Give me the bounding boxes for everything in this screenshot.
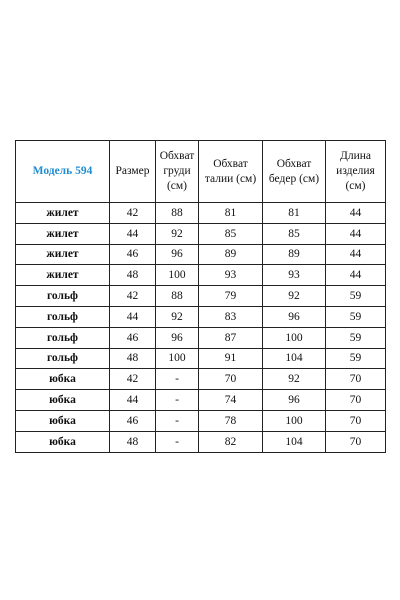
waist-cell: 89 xyxy=(199,244,263,265)
chest-cell: 100 xyxy=(156,348,199,369)
chest-cell: - xyxy=(156,410,199,431)
hips-cell: 89 xyxy=(263,244,326,265)
size-cell: 44 xyxy=(110,306,156,327)
chest-cell: - xyxy=(156,369,199,390)
header-hips: Обхват бедер (см) xyxy=(263,141,326,203)
size-cell: 46 xyxy=(110,327,156,348)
item-name-cell: юбка xyxy=(16,431,110,452)
item-name-cell: жилет xyxy=(16,265,110,286)
waist-cell: 93 xyxy=(199,265,263,286)
size-cell: 46 xyxy=(110,410,156,431)
chest-cell: 96 xyxy=(156,327,199,348)
length-cell: 70 xyxy=(326,390,386,411)
length-cell: 59 xyxy=(326,348,386,369)
chest-cell: 92 xyxy=(156,306,199,327)
item-name-cell: юбка xyxy=(16,410,110,431)
item-name-cell: жилет xyxy=(16,203,110,224)
hips-cell: 96 xyxy=(263,390,326,411)
item-name-cell: жилет xyxy=(16,223,110,244)
header-row xyxy=(16,141,386,203)
waist-cell: 91 xyxy=(199,348,263,369)
item-name-cell: гольф xyxy=(16,306,110,327)
length-cell: 59 xyxy=(326,286,386,307)
size-cell: 48 xyxy=(110,431,156,452)
waist-cell: 78 xyxy=(199,410,263,431)
header-waist: Обхват талии (см) xyxy=(199,141,263,203)
chest-cell: - xyxy=(156,390,199,411)
table-row xyxy=(16,369,386,390)
table-row xyxy=(16,327,386,348)
table-row xyxy=(16,390,386,411)
table-row xyxy=(16,223,386,244)
chest-cell: 96 xyxy=(156,244,199,265)
hips-cell: 96 xyxy=(263,306,326,327)
size-cell: 44 xyxy=(110,390,156,411)
hips-cell: 93 xyxy=(263,265,326,286)
header-chest: Обхват груди (см) xyxy=(156,141,199,203)
waist-cell: 81 xyxy=(199,203,263,224)
hips-cell: 100 xyxy=(263,327,326,348)
size-cell: 42 xyxy=(110,203,156,224)
table-row xyxy=(16,431,386,452)
chest-cell: 88 xyxy=(156,286,199,307)
item-name-cell: гольф xyxy=(16,286,110,307)
size-chart-body xyxy=(16,141,386,453)
table-row xyxy=(16,410,386,431)
length-cell: 44 xyxy=(326,203,386,224)
table-row xyxy=(16,348,386,369)
model-label: Модель 594 xyxy=(16,141,110,203)
chest-cell: - xyxy=(156,431,199,452)
hips-cell: 92 xyxy=(263,369,326,390)
table-row xyxy=(16,286,386,307)
waist-cell: 83 xyxy=(199,306,263,327)
size-chart-table xyxy=(15,140,386,453)
size-cell: 48 xyxy=(110,265,156,286)
header-length: Длина изделия (см) xyxy=(326,141,386,203)
size-cell: 42 xyxy=(110,286,156,307)
length-cell: 70 xyxy=(326,431,386,452)
hips-cell: 104 xyxy=(263,431,326,452)
header-size: Размер xyxy=(110,141,156,203)
hips-cell: 104 xyxy=(263,348,326,369)
length-cell: 59 xyxy=(326,327,386,348)
length-cell: 70 xyxy=(326,369,386,390)
table-row xyxy=(16,265,386,286)
length-cell: 44 xyxy=(326,223,386,244)
size-cell: 48 xyxy=(110,348,156,369)
item-name-cell: юбка xyxy=(16,390,110,411)
waist-cell: 74 xyxy=(199,390,263,411)
size-cell: 44 xyxy=(110,223,156,244)
length-cell: 44 xyxy=(326,244,386,265)
size-cell: 42 xyxy=(110,369,156,390)
waist-cell: 82 xyxy=(199,431,263,452)
waist-cell: 70 xyxy=(199,369,263,390)
hips-cell: 81 xyxy=(263,203,326,224)
size-cell: 46 xyxy=(110,244,156,265)
hips-cell: 85 xyxy=(263,223,326,244)
table-row xyxy=(16,306,386,327)
waist-cell: 87 xyxy=(199,327,263,348)
item-name-cell: гольф xyxy=(16,327,110,348)
length-cell: 59 xyxy=(326,306,386,327)
item-name-cell: жилет xyxy=(16,244,110,265)
chest-cell: 92 xyxy=(156,223,199,244)
length-cell: 70 xyxy=(326,410,386,431)
length-cell: 44 xyxy=(326,265,386,286)
item-name-cell: юбка xyxy=(16,369,110,390)
hips-cell: 100 xyxy=(263,410,326,431)
waist-cell: 79 xyxy=(199,286,263,307)
hips-cell: 92 xyxy=(263,286,326,307)
chest-cell: 88 xyxy=(156,203,199,224)
waist-cell: 85 xyxy=(199,223,263,244)
table-row xyxy=(16,244,386,265)
item-name-cell: гольф xyxy=(16,348,110,369)
table-row xyxy=(16,203,386,224)
chest-cell: 100 xyxy=(156,265,199,286)
